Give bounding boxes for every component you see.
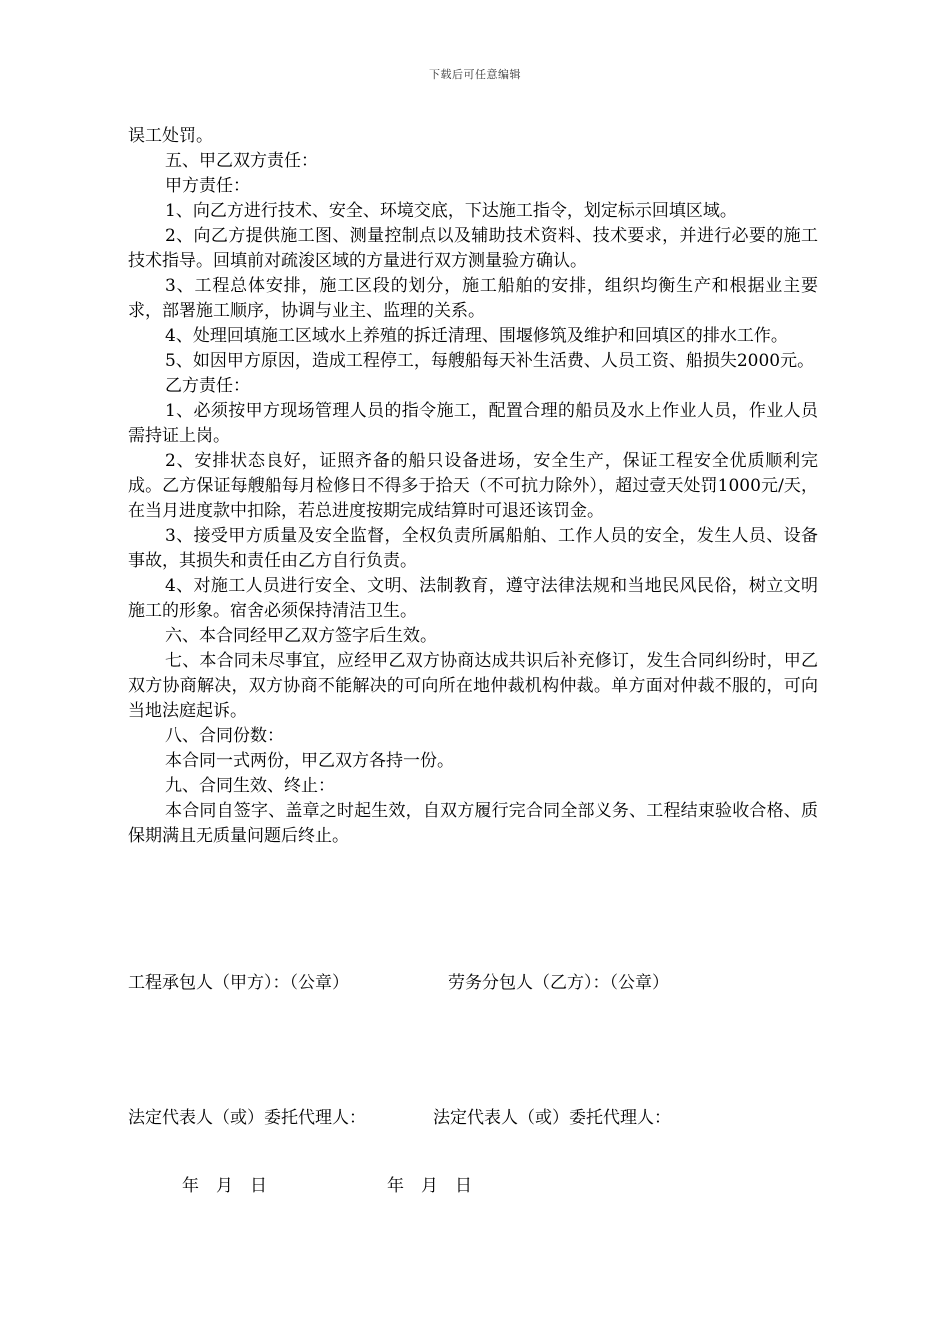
party-a-date-label: 年 月 日 xyxy=(182,1176,267,1196)
list-item: 4、对施工人员进行安全、文明、法制教育，遵守法律法规和当地民风民俗，树立文明施工的形象。宿舍必须保持清洁卫生。 xyxy=(128,576,818,621)
list-item: 1、必须按甲方现场管理人员的指令施工，配置合理的船员及水上作业人员，作业人员需持证上岗。 xyxy=(128,401,818,446)
list-item: 1、向乙方进行技术、安全、环境交底，下达施工指令，划定标示回填区域。 xyxy=(165,201,737,221)
list-item: 3、接受甲方质量及安全监督，全权负责所属船舶、工作人员的安全，发生人员、设备事故，其损失和责任由乙方自行负责。 xyxy=(128,526,818,571)
list-item: 2、安排状态良好，证照齐备的船只设备进场，安全生产，保证工程安全优质顺利完成。乙方保证每艘船每月检修日不得多于拾天（不可抗力除外），超过壹天处罚1000元/天，在当月进度款中扣除，若总进度按期完成结算时可退还该罚金。 xyxy=(128,451,818,521)
party-b-representative-label: 法定代表人（或）委托代理人： xyxy=(433,1108,671,1128)
subsection-heading: 甲方责任： xyxy=(165,176,250,196)
list-item: 2、向乙方提供施工图、测量控制点以及辅助技术资料、技术要求，并进行必要的施工技术指导。回填前对疏浚区域的方量进行双方测量验方确认。 xyxy=(128,226,818,271)
party-b-date-label: 年 月 日 xyxy=(387,1176,472,1196)
list-item: 3、工程总体安排，施工区段的划分，施工船舶的安排，组织均衡生产和根据业主要求，部署施工顺序，协调与业主、监理的关系。 xyxy=(128,276,818,321)
section-heading: 九、合同生效、终止： xyxy=(165,776,335,796)
section-heading: 六、本合同经甲乙双方签字后生效。 xyxy=(165,626,437,646)
page-header: 下载后可任意编辑 xyxy=(429,68,521,81)
paragraph: 本合同一式两份，甲乙双方各持一份。 xyxy=(165,751,454,771)
paragraph: 本合同自签字、盖章之时起生效，自双方履行完合同全部义务、工程结束验收合格、质保期满且无质量问题后终止。 xyxy=(128,801,818,846)
contract-body xyxy=(128,124,818,849)
party-a-representative-label: 法定代表人（或）委托代理人： xyxy=(128,1108,366,1128)
party-b-seal-label: 劳务分包人（乙方）：（公章） xyxy=(448,973,669,993)
subsection-heading: 乙方责任： xyxy=(165,376,250,396)
section-heading: 七、本合同未尽事宜，应经甲乙双方协商达成共识后补充修订，发生合同纠纷时，甲乙双方协商解决，双方协商不能解决的可向所在地仲裁机构仲裁。单方面对仲裁不服的，可向当地法庭起诉。 xyxy=(128,651,818,721)
paragraph: 误工处罚。 xyxy=(128,126,213,146)
section-heading: 八、合同份数： xyxy=(165,726,284,746)
party-a-seal-label: 工程承包人（甲方）：（公章） xyxy=(128,973,349,993)
section-heading: 五、甲乙双方责任： xyxy=(165,151,318,171)
list-item: 5、如因甲方原因，造成工程停工，每艘船每天补生活费、人员工资、船损失2000元。 xyxy=(165,351,815,371)
list-item: 4、处理回填施工区域水上养殖的拆迁清理、围堰修筑及维护和回填区的排水工作。 xyxy=(165,326,788,346)
